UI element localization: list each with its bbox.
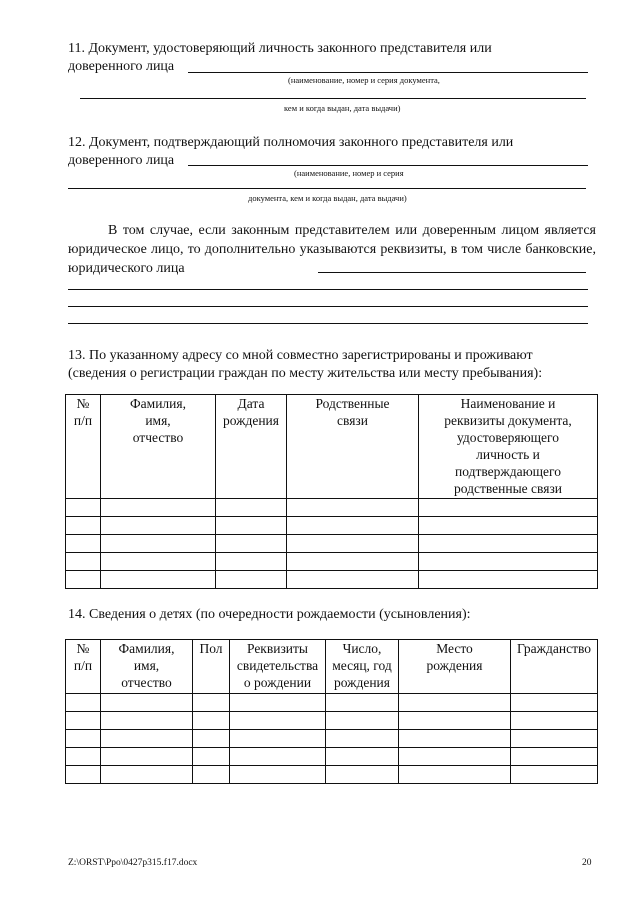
cell[interactable] xyxy=(511,694,598,712)
residents-table-header xyxy=(66,395,598,499)
table-row xyxy=(66,730,598,748)
table-row xyxy=(66,535,598,553)
children-header-birthplace-text: Место рождения xyxy=(426,641,483,673)
table-row xyxy=(66,553,598,571)
cell[interactable] xyxy=(193,748,230,766)
cell[interactable] xyxy=(216,535,287,553)
cell[interactable] xyxy=(66,748,101,766)
section-12-hint-2: документа, кем и когда выдан, дата выдачи) xyxy=(248,193,407,203)
children-header-birthdate xyxy=(326,640,399,694)
legal-entity-text: В том случае, если законным представителем или доверенным лицом является юридическое лицо, то дополнительно указываются реквизиты, в том числе банковские, юридического лица xyxy=(68,223,596,276)
residents-header-relation xyxy=(287,395,419,499)
residents-header-birthdate-text: Дата рождения xyxy=(222,396,279,428)
cell[interactable] xyxy=(287,517,419,535)
section-12-label: доверенного лица xyxy=(68,153,175,168)
section-11-label: доверенного лица xyxy=(68,59,175,74)
children-header-name xyxy=(101,640,193,694)
cell[interactable] xyxy=(66,694,101,712)
cell[interactable] xyxy=(287,571,419,589)
cell[interactable] xyxy=(66,535,101,553)
section-11-input-line[interactable] xyxy=(188,72,588,73)
cell[interactable] xyxy=(193,694,230,712)
cell[interactable] xyxy=(101,712,193,730)
cell[interactable] xyxy=(419,499,598,517)
cell[interactable] xyxy=(419,571,598,589)
section-12-input-line[interactable] xyxy=(188,165,588,166)
cell[interactable] xyxy=(326,766,399,784)
cell[interactable] xyxy=(287,553,419,571)
cell[interactable] xyxy=(511,748,598,766)
cell[interactable] xyxy=(101,766,193,784)
cell[interactable] xyxy=(399,712,511,730)
cell[interactable] xyxy=(66,766,101,784)
cell[interactable] xyxy=(101,748,193,766)
section-14-title: 14. Сведения о детях (по очередности рождаемости (усыновления): xyxy=(68,607,471,622)
residents-table xyxy=(65,394,598,589)
footer-page-number: 20 xyxy=(582,858,592,868)
legal-entity-line-2[interactable] xyxy=(68,289,588,290)
section-11-hint-1: (наименование, номер и серия документа, xyxy=(288,75,440,85)
section-13-subtitle: (сведения о регистрации граждан по месту жительства или месту пребывания): xyxy=(68,366,543,381)
children-header-birthplace xyxy=(399,640,511,694)
cell[interactable] xyxy=(326,694,399,712)
table-row xyxy=(66,712,598,730)
residents-header-name-text: Фамилия, имя, отчество xyxy=(130,396,186,445)
legal-entity-line-4[interactable] xyxy=(68,323,588,324)
residents-header-document xyxy=(419,395,598,499)
residents-header-number-text: № п/п xyxy=(73,396,93,428)
cell[interactable] xyxy=(66,712,101,730)
children-table-header xyxy=(66,640,598,694)
table-row xyxy=(66,694,598,712)
residents-header-relation-text: Родственные связи xyxy=(315,396,390,428)
cell[interactable] xyxy=(399,766,511,784)
residents-header-document-text: Наименование и реквизиты документа, удостоверяющего личность и подтверждающего родственные связи xyxy=(444,396,572,496)
children-header-number-text: № п/п xyxy=(73,641,93,673)
children-header-certificate xyxy=(230,640,326,694)
children-table xyxy=(65,639,598,784)
children-header-sex xyxy=(193,640,230,694)
cell[interactable] xyxy=(193,766,230,784)
residents-header-name xyxy=(101,395,216,499)
section-12-title: 12. Документ, подтверждающий полномочия законного представителя или xyxy=(68,135,514,150)
children-header-citizenship xyxy=(511,640,598,694)
cell[interactable] xyxy=(66,571,101,589)
section-11-input-line-2[interactable] xyxy=(80,98,586,99)
cell[interactable] xyxy=(287,499,419,517)
table-row xyxy=(66,571,598,589)
children-header-number xyxy=(66,640,101,694)
cell[interactable] xyxy=(216,499,287,517)
cell[interactable] xyxy=(287,535,419,553)
residents-header-number xyxy=(66,395,101,499)
cell[interactable] xyxy=(101,499,216,517)
children-header-citizenship-text: Гражданство xyxy=(516,641,592,656)
section-12-hint-1: (наименование, номер и серия xyxy=(294,168,404,178)
table-row xyxy=(66,517,598,535)
legal-entity-line-3[interactable] xyxy=(68,306,588,307)
cell[interactable] xyxy=(511,712,598,730)
cell[interactable] xyxy=(66,730,101,748)
cell[interactable] xyxy=(216,517,287,535)
cell[interactable] xyxy=(399,748,511,766)
cell[interactable] xyxy=(216,571,287,589)
cell[interactable] xyxy=(230,694,326,712)
children-header-birthdate-text: Число, месяц, год рождения xyxy=(332,641,392,690)
cell[interactable] xyxy=(419,535,598,553)
children-header-certificate-text: Реквизиты свидетельства о рождении xyxy=(236,641,319,690)
cell[interactable] xyxy=(399,694,511,712)
cell[interactable] xyxy=(101,517,216,535)
cell[interactable] xyxy=(66,553,101,571)
cell[interactable] xyxy=(101,730,193,748)
footer-file-path: Z:\ORST\Ppo\0427p315.f17.docx xyxy=(68,858,198,868)
cell[interactable] xyxy=(193,730,230,748)
cell[interactable] xyxy=(230,712,326,730)
children-header-sex-text: Пол xyxy=(199,641,223,656)
table-row xyxy=(66,499,598,517)
section-13-title: 13. По указанному адресу со мной совместно зарегистрированы и проживают xyxy=(68,348,533,363)
cell[interactable] xyxy=(101,535,216,553)
cell[interactable] xyxy=(66,499,101,517)
cell[interactable] xyxy=(511,730,598,748)
table-row xyxy=(66,766,598,784)
cell[interactable] xyxy=(230,748,326,766)
cell[interactable] xyxy=(326,730,399,748)
cell[interactable] xyxy=(326,712,399,730)
cell[interactable] xyxy=(230,730,326,748)
section-12-input-line-2[interactable] xyxy=(68,188,586,189)
cell[interactable] xyxy=(326,748,399,766)
table-row xyxy=(66,748,598,766)
residents-header-birthdate xyxy=(216,395,287,499)
cell[interactable] xyxy=(101,694,193,712)
section-11-title: 11. Документ, удостоверяющий личность законного представителя или xyxy=(68,41,492,56)
cell[interactable] xyxy=(511,766,598,784)
cell[interactable] xyxy=(101,553,216,571)
children-header-name-text: Фамилия, имя, отчество xyxy=(118,641,175,690)
cell[interactable] xyxy=(101,571,216,589)
cell[interactable] xyxy=(230,766,326,784)
cell[interactable] xyxy=(216,553,287,571)
cell[interactable] xyxy=(419,517,598,535)
cell[interactable] xyxy=(193,712,230,730)
section-11-hint-2: кем и когда выдан, дата выдачи) xyxy=(284,103,401,113)
cell[interactable] xyxy=(66,517,101,535)
cell[interactable] xyxy=(419,553,598,571)
cell[interactable] xyxy=(399,730,511,748)
legal-entity-input-line[interactable] xyxy=(318,272,586,273)
legal-entity-paragraph xyxy=(68,221,596,278)
